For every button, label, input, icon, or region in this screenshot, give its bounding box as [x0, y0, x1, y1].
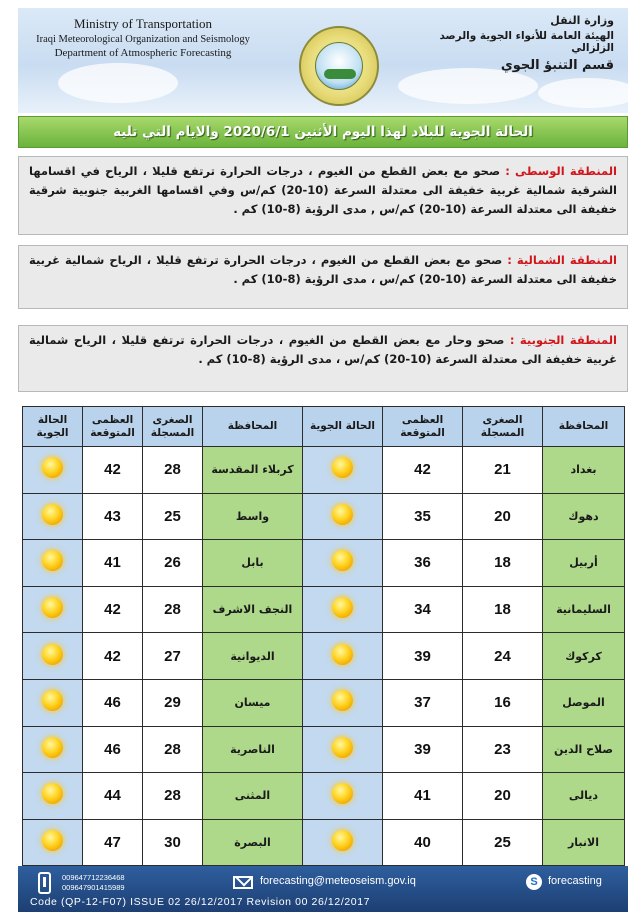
governorate-name: بابل: [203, 540, 303, 587]
sun-icon: [42, 783, 63, 804]
min-temp-value: 20: [463, 493, 543, 540]
sun-icon: [332, 550, 353, 571]
weather-condition-cell: [23, 679, 83, 726]
min-temp-value: 27: [143, 633, 203, 680]
footer: [18, 866, 628, 912]
header-max-temp: العظمى المتوقعة: [383, 407, 463, 447]
governorate-name: أربيل: [543, 540, 625, 587]
table-row: [23, 540, 625, 587]
sun-icon: [332, 830, 353, 851]
governorate-name: كركوك: [543, 633, 625, 680]
header-max-temp: العظمى المتوقعة: [83, 407, 143, 447]
governorate-name: واسط: [203, 493, 303, 540]
max-temp-value: 39: [383, 726, 463, 773]
max-temp-value: 34: [383, 586, 463, 633]
sun-icon: [42, 690, 63, 711]
max-temp-value: 40: [383, 819, 463, 866]
sun-icon: [42, 597, 63, 618]
sun-icon: [42, 504, 63, 525]
email-address[interactable]: forecasting@meteoseism.gov.iq: [260, 875, 416, 887]
governorate-name: الناصرية: [203, 726, 303, 773]
sun-icon: [42, 550, 63, 571]
header-governorate: المحافظة: [543, 407, 625, 447]
ministry-name-ar: وزارة النقل: [550, 14, 614, 27]
governorate-name: دهوك: [543, 493, 625, 540]
table-row: [23, 493, 625, 540]
sun-icon: [332, 457, 353, 478]
governorate-name: النجف الاشرف: [203, 586, 303, 633]
min-temp-value: 25: [463, 819, 543, 866]
region-south: [18, 325, 628, 392]
min-temp-value: 28: [143, 447, 203, 494]
max-temp-value: 42: [83, 633, 143, 680]
page-title: الحالة الجوية للبلاد لهذا اليوم الأثنين 2020/6/1 والايام التي تليه: [18, 116, 628, 148]
weather-condition-cell: [23, 586, 83, 633]
min-temp-value: 23: [463, 726, 543, 773]
region-name: المنطقة الشمالية :: [507, 253, 617, 267]
min-temp-value: 18: [463, 540, 543, 587]
weather-condition-cell: [303, 726, 383, 773]
min-temp-value: 28: [143, 726, 203, 773]
max-temp-value: 42: [383, 447, 463, 494]
governorate-name: المثنى: [203, 773, 303, 820]
organization-name-ar: الهيئة العامة للأنواء الجوية والرصد الزلزالي: [439, 30, 614, 54]
phone-icon: [38, 872, 51, 894]
governorate-name: ديالى: [543, 773, 625, 820]
table-row: [23, 447, 625, 494]
weather-condition-cell: [23, 773, 83, 820]
sun-icon: [42, 457, 63, 478]
region-north: [18, 245, 628, 309]
governorate-name: بغداد: [543, 447, 625, 494]
region-name: المنطقة الوسطى :: [505, 164, 617, 178]
min-temp-value: 16: [463, 679, 543, 726]
min-temp-value: 30: [143, 819, 203, 866]
header-english: [28, 16, 258, 59]
sun-icon: [42, 737, 63, 758]
min-temp-value: 26: [143, 540, 203, 587]
governorate-name: الديوانية: [203, 633, 303, 680]
weather-condition-cell: [303, 447, 383, 494]
skype-icon: S: [526, 874, 542, 890]
min-temp-value: 28: [143, 586, 203, 633]
max-temp-value: 41: [83, 540, 143, 587]
weather-condition-cell: [303, 773, 383, 820]
weather-table: [22, 406, 625, 866]
sun-icon: [332, 737, 353, 758]
table-row: [23, 726, 625, 773]
governorate-name: ميسان: [203, 679, 303, 726]
table-row: [23, 586, 625, 633]
max-temp-value: 41: [383, 773, 463, 820]
sun-icon: [42, 644, 63, 665]
organization-logo: [299, 26, 379, 106]
governorate-name: كربلاء المقدسة: [203, 447, 303, 494]
max-temp-value: 46: [83, 679, 143, 726]
max-temp-value: 44: [83, 773, 143, 820]
governorate-name: البصرة: [203, 819, 303, 866]
region-forecast-text: صحو مع بعض القطع من الغيوم ، درجات الحرارة ترتفع قليلا ، الرياح شمالية غربية خفيفة الى معتدلة السرعة (10-20) كم/س ، مدى الرؤية (8-10) كم .: [29, 253, 617, 286]
ministry-name-en: Ministry of Transportation: [74, 16, 212, 31]
weather-condition-cell: [303, 493, 383, 540]
department-name-ar: قسم التنبؤ الجوي: [500, 58, 614, 73]
header-governorate: المحافظة: [203, 407, 303, 447]
weather-condition-cell: [303, 679, 383, 726]
weather-condition-cell: [303, 586, 383, 633]
governorate-name: السليمانية: [543, 586, 625, 633]
sun-icon: [332, 644, 353, 665]
governorate-name: الانبار: [543, 819, 625, 866]
max-temp-value: 43: [83, 493, 143, 540]
max-temp-value: 37: [383, 679, 463, 726]
table-row: [23, 773, 625, 820]
weather-condition-cell: [23, 447, 83, 494]
weather-condition-cell: [303, 819, 383, 866]
weather-condition-cell: [23, 819, 83, 866]
header-arabic: [404, 14, 614, 73]
table-header-row: [23, 407, 625, 447]
max-temp-value: 42: [83, 447, 143, 494]
sun-icon: [332, 783, 353, 804]
table-row: [23, 819, 625, 866]
max-temp-value: 46: [83, 726, 143, 773]
weather-condition-cell: [303, 540, 383, 587]
min-temp-value: 25: [143, 493, 203, 540]
min-temp-value: 18: [463, 586, 543, 633]
min-temp-value: 28: [143, 773, 203, 820]
governorate-name: الموصل: [543, 679, 625, 726]
header-banner: [18, 8, 628, 113]
weather-condition-cell: [23, 540, 83, 587]
document-code: Code (QP-12-F07) ISSUE 02 26/12/2017 Revision 00 26/12/2017: [30, 896, 371, 908]
sun-icon: [332, 597, 353, 618]
header-weather: الحالة الجوية: [23, 407, 83, 447]
table-row: [23, 679, 625, 726]
max-temp-value: 36: [383, 540, 463, 587]
region-forecast-text: صحو وحار مع بعض القطع من الغيوم ، درجات الحرارة ترتفع قليلا ، الرياح شمالية غربية خفيفة الى معتدلة السرعة (10-20) كم/س ، مدى الرؤية (8-10) كم .: [29, 333, 617, 366]
max-temp-value: 39: [383, 633, 463, 680]
department-name-en: Department of Atmospheric Forecasting: [54, 47, 232, 59]
header-weather: الحالة الجوية: [303, 407, 383, 447]
min-temp-value: 20: [463, 773, 543, 820]
region-forecast-text: صحو مع بعض القطع من الغيوم ، درجات الحرارة ترتفع قليلا ، الرياح في اقسامها الشرقية شمالية غربية خفيفة الى معتدلة السرعة (10-20) كم/س وفي اقسامها الغربية جنوبية شرقية خفيفة الى معتدلة السرعة (10-20) كم/س , مدى الرؤية (8-10) كم .: [29, 164, 617, 216]
header-min-temp: الصغرى المسجلة: [463, 407, 543, 447]
weather-condition-cell: [23, 633, 83, 680]
weather-condition-cell: [23, 726, 83, 773]
max-temp-value: 35: [383, 493, 463, 540]
email-icon: [233, 876, 253, 889]
weather-condition-cell: [23, 493, 83, 540]
organization-name-en: Iraqi Meteorological Organization and Seismology: [36, 34, 250, 45]
min-temp-value: 29: [143, 679, 203, 726]
region-name: المنطقة الجنوبية :: [509, 333, 617, 347]
phone-number: 009647901415989: [62, 883, 125, 892]
weather-condition-cell: [303, 633, 383, 680]
sun-icon: [42, 830, 63, 851]
governorate-name: صلاح الدين: [543, 726, 625, 773]
region-central: [18, 156, 628, 235]
sun-icon: [332, 690, 353, 711]
header-min-temp: الصغرى المسجلة: [143, 407, 203, 447]
phone-number: 009647712236468: [62, 873, 125, 882]
sun-icon: [332, 504, 353, 525]
table-row: [23, 633, 625, 680]
skype-handle[interactable]: forecasting: [548, 875, 602, 887]
min-temp-value: 24: [463, 633, 543, 680]
min-temp-value: 21: [463, 447, 543, 494]
cloud-decoration: [398, 68, 538, 104]
cloud-decoration: [58, 63, 178, 103]
cloud-decoration: [538, 78, 628, 108]
max-temp-value: 42: [83, 586, 143, 633]
max-temp-value: 47: [83, 819, 143, 866]
phone-numbers: [62, 873, 125, 893]
